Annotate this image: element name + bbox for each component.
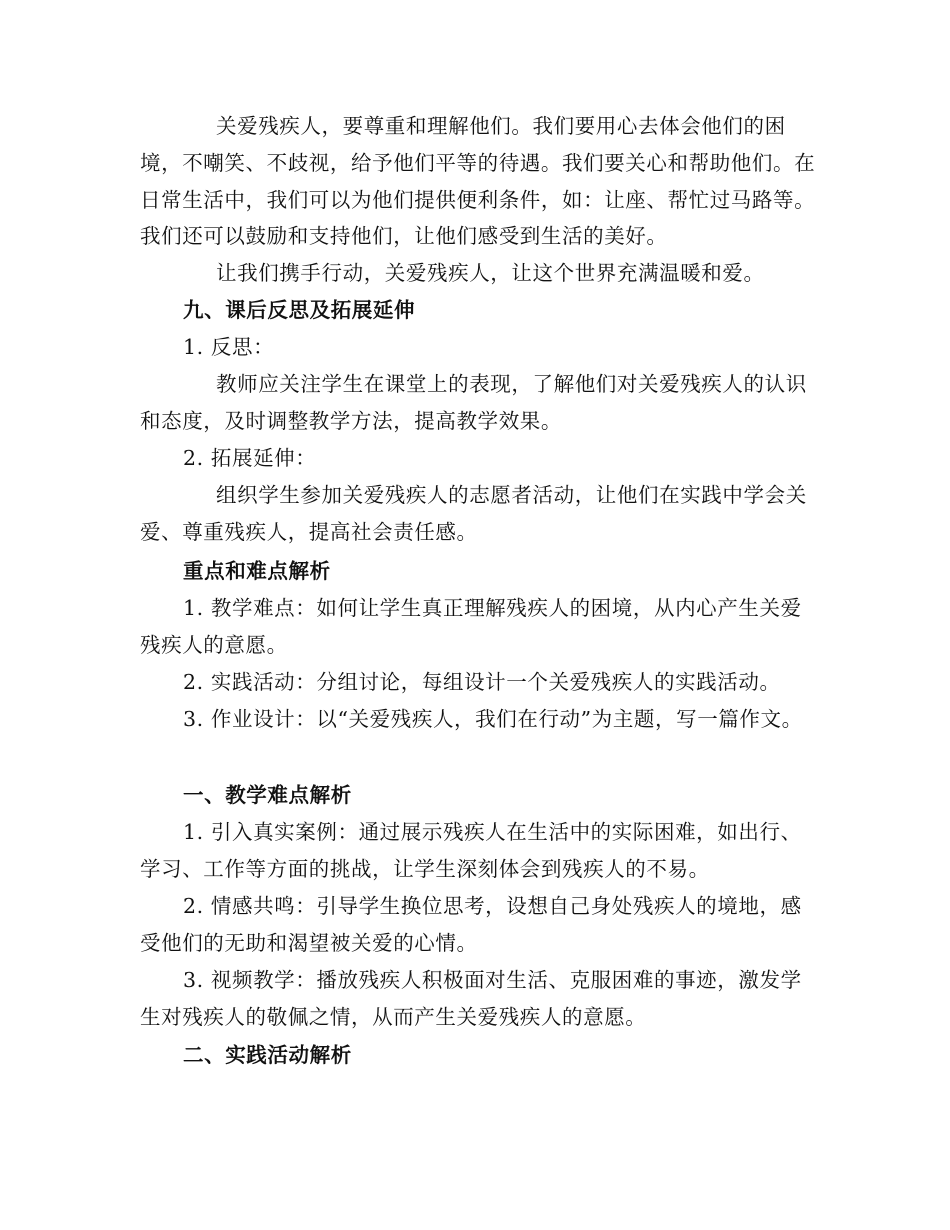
list-item-key-2: 2. 实践活动：分组讨论，每组设计一个关爱残疾人的实践活动。 (183, 670, 781, 694)
label-reflection: 1. 反思： (183, 335, 275, 359)
list-item-key-3: 3. 作业设计：以“关爱残疾人，我们在行动”为主题，写一篇作文。 (183, 707, 803, 731)
heading-reflection-extension: 九、课后反思及拓展延伸 (183, 298, 416, 322)
list-item-difficulty-1: 1. 引入真实案例：通过展示残疾人在生活中的实际困难，如出行、学习、工作等方面的挑战，让学生深刻体会到残疾人的不易。 (140, 820, 802, 881)
heading-difficulty-analysis: 一、教学难点解析 (183, 783, 352, 807)
list-item-key-1: 1. 教学难点：如何让学生真正理解残疾人的困境，从内心产生关爱残疾人的意愿。 (140, 596, 802, 657)
paragraph-extension: 组织学生参加关爱残疾人的志愿者活动，让他们在实践中学会关爱、尊重残疾人，提高社会责任感。 (140, 483, 807, 544)
label-extension: 2. 拓展延伸： (183, 446, 317, 470)
list-item-difficulty-3: 3. 视频教学：播放残疾人积极面对生活、克服困难的事迹，激发学生对残疾人的敬佩之情，从而产生关爱残疾人的意愿。 (140, 968, 802, 1029)
paragraph-reflection: 教师应关注学生在课堂上的表现，了解他们对关爱残疾人的认识和态度，及时调整教学方法，提高教学效果。 (140, 372, 807, 433)
list-item-difficulty-2: 2. 情感共鸣：引导学生换位思考，设想自己身处残疾人的境地，感受他们的无助和渴望被关爱的心情。 (140, 894, 802, 955)
heading-practice-analysis: 二、实践活动解析 (183, 1043, 352, 1067)
paragraph-call-to-action: 让我们携手行动，关爱残疾人，让这个世界充满温暖和爱。 (216, 261, 765, 285)
paragraph-care-intro: 关爱残疾人，要尊重和理解他们。我们要用心去体会他们的困境，不嘲笑、不歧视，给予他们平等的待遇。我们要关心和帮助他们。在日常生活中，我们可以为他们提供便利条件，如：让座、帮忙过马路等。我们还可以鼓励和支持他们，让他们感受到生活的美好。 (140, 114, 816, 249)
heading-key-points: 重点和难点解析 (183, 559, 331, 583)
